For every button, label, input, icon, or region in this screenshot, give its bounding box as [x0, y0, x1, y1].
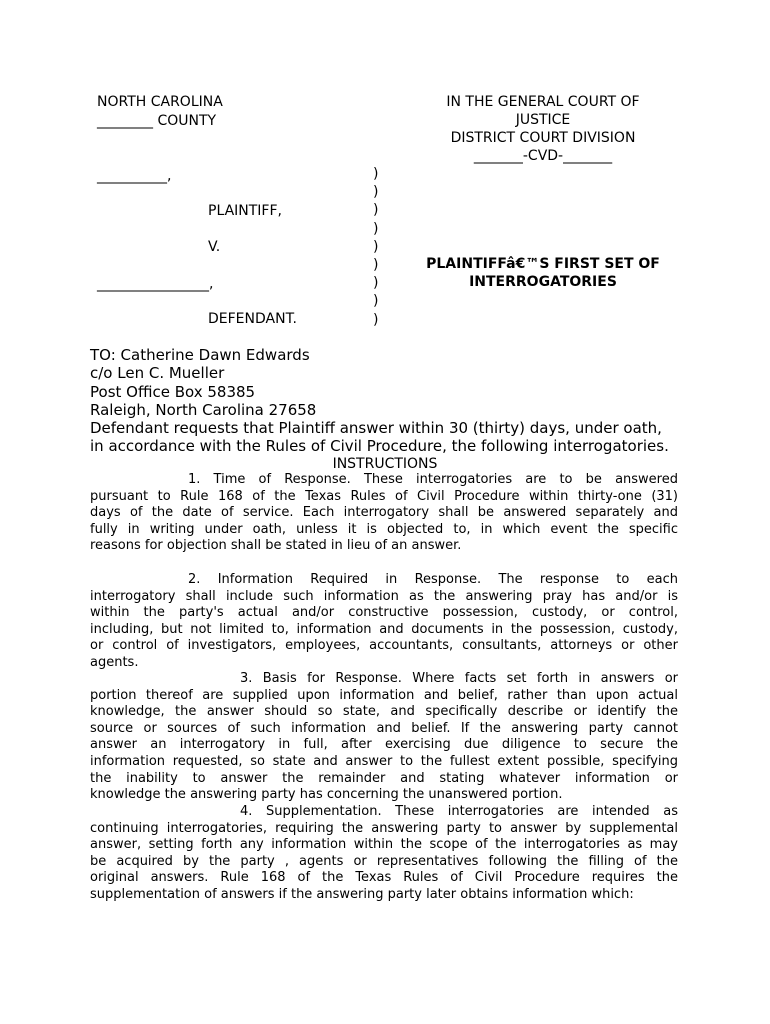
paren-4: ) [373, 220, 379, 237]
caption-parenthesis-column [373, 165, 378, 329]
para3-line-7: the inability to answer the remainder and stating whatever information or [90, 770, 678, 786]
plaintiff-name-blank: __________, [97, 168, 172, 184]
request-line-2: in accordance with the Rules of Civil Procedure, the following interrogatories. [90, 437, 669, 456]
para1-line-5: reasons for objection shall be stated in lieu of an answer. [90, 538, 462, 554]
court-line-2: JUSTICE [515, 112, 571, 128]
court-line-1: IN THE GENERAL COURT OF [446, 94, 640, 110]
request-line-1: Defendant requests that Plaintiff answer within 30 (thirty) days, under oath, [90, 419, 662, 437]
document-title-line-2: INTERROGATORIES [469, 274, 617, 290]
instruction-paragraph-4 [90, 804, 678, 904]
recipient-line-3: Post Office Box 58385 [90, 382, 256, 401]
para3-line-2: portion thereof are supplied upon information and belief, rather than upon actual [90, 687, 678, 703]
para4-line-5: original answers. Rule 168 of the Texas Rules of Civil Procedure requires the [90, 870, 678, 886]
para2-line-5: or control of investigators, employees, accountants, consultants, attorneys or other [90, 638, 678, 654]
request-statement [90, 419, 690, 456]
recipient-line-2: c/o Len C. Mueller [90, 364, 225, 383]
para3-line-8: knowledge the answering party has concerning the unanswered portion. [90, 787, 563, 803]
para1-line-2: pursuant to Rule 168 of the Texas Rules of Civil Procedure within thirty-one (31) [90, 488, 678, 504]
state-name: NORTH CAROLINA [97, 94, 223, 110]
versus-label: V. [208, 239, 221, 255]
para3-line-4: source or sources of such information and belief. If the answering party cannot [90, 720, 678, 736]
paren-1: ) [373, 166, 379, 182]
court-designation [410, 93, 676, 165]
paren-3: ) [373, 202, 379, 219]
plaintiff-label: PLAINTIFF, [208, 203, 282, 219]
para4-line-2: continuing interrogatories, requiring the answering party to answer by supplemental [90, 820, 678, 836]
paren-8: ) [373, 293, 379, 310]
court-line-3: DISTRICT COURT DIVISION [450, 130, 636, 146]
para1-line-4: fully in writing under oath, unless it is objected to, in which event the specific [90, 521, 678, 537]
para2-line-2: interrogatory shall include such information as the answering pray has and/or is [90, 588, 678, 604]
instruction-paragraph-2 [90, 572, 678, 672]
para4-line-4: be acquired by the party , agents or representatives following the filling of the [90, 853, 678, 869]
para4-line-1: 4. Supplementation. These interrogatories are intended as [240, 804, 678, 819]
document-title-line-1: PLAINTIFFâ€™S FIRST SET OF [426, 256, 660, 272]
recipient-line-1: TO: Catherine Dawn Edwards [90, 346, 310, 364]
para3-line-1: 3. Basis for Response. Where facts set forth in answers or [240, 671, 678, 686]
para2-line-3: within the party's actual and/or constructive possession, custody, or control, [90, 605, 678, 621]
defendant-name-blank: ________________, [97, 276, 214, 292]
recipient-address [90, 346, 316, 419]
para3-line-5: answer an interrogatory in full, after exercising due diligence to secure the [90, 737, 678, 753]
instructions-heading: INSTRUCTIONS [332, 456, 438, 472]
paren-9: ) [373, 311, 379, 328]
paren-7: ) [373, 275, 379, 292]
para3-line-3: knowledge, the answer should so state, and specifically describe or identify the [90, 704, 678, 720]
county-line: ________ COUNTY [97, 113, 217, 129]
document-title [405, 255, 681, 291]
paren-6: ) [373, 257, 379, 274]
paren-5: ) [373, 238, 379, 255]
defendant-label: DEFENDANT. [208, 311, 297, 327]
para2-line-6: agents. [90, 654, 139, 670]
para2-line-1: 2. Information Required in Response. The response to each [188, 572, 678, 587]
para4-line-3: answer, setting forth any information within the scope of the interrogatories as may [90, 837, 678, 853]
para3-line-6: information requested, so state and answer to the fullest extent possible, specifying [90, 753, 678, 769]
paren-2: ) [373, 184, 379, 201]
para1-line-3: days of the date of service. Each interrogatory shall be answered separately and [90, 505, 678, 521]
recipient-line-4: Raleigh, North Carolina 27658 [90, 400, 317, 419]
instruction-paragraph-1 [90, 472, 678, 555]
para2-line-4: including, but not limited to, information and documents in the possession, custody, [90, 621, 678, 637]
para4-line-6: supplementation of answers if the answering party later obtains information which: [90, 886, 634, 902]
para1-line-1: 1. Time of Response. These interrogatories are to be answered [188, 472, 678, 487]
case-number-line: _______-CVD-_______ [473, 148, 613, 164]
instruction-paragraph-3 [90, 671, 678, 804]
